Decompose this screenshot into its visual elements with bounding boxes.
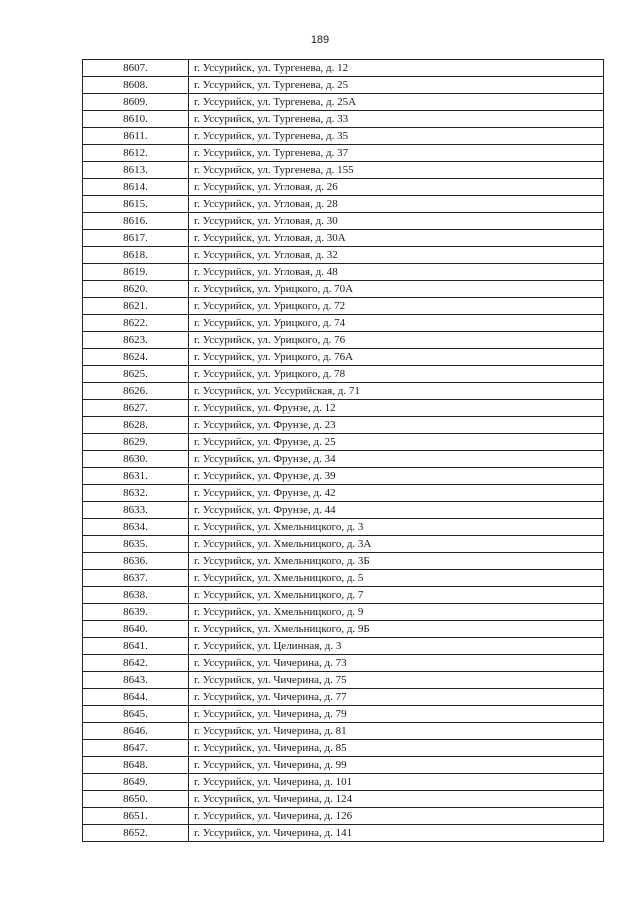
row-address: г. Уссурийск, ул. Тургенева, д. 25А bbox=[189, 94, 604, 111]
row-address: г. Уссурийск, ул. Чичерина, д. 85 bbox=[189, 740, 604, 757]
table-row bbox=[83, 281, 604, 298]
table-row bbox=[83, 179, 604, 196]
row-number: 8623. bbox=[83, 332, 189, 349]
row-number: 8614. bbox=[83, 179, 189, 196]
row-address: г. Уссурийск, ул. Чичерина, д. 126 bbox=[189, 808, 604, 825]
row-number: 8610. bbox=[83, 111, 189, 128]
table-row bbox=[83, 400, 604, 417]
table-row bbox=[83, 655, 604, 672]
row-address: г. Уссурийск, ул. Угловая, д. 48 bbox=[189, 264, 604, 281]
row-address: г. Уссурийск, ул. Фрунзе, д. 39 bbox=[189, 468, 604, 485]
table-row bbox=[83, 213, 604, 230]
row-number: 8632. bbox=[83, 485, 189, 502]
table-row bbox=[83, 825, 604, 842]
row-address: г. Уссурийск, ул. Угловая, д. 30А bbox=[189, 230, 604, 247]
table-row bbox=[83, 417, 604, 434]
table-row bbox=[83, 638, 604, 655]
table-row bbox=[83, 111, 604, 128]
table-row bbox=[83, 383, 604, 400]
table-row bbox=[83, 723, 604, 740]
row-address: г. Уссурийск, ул. Тургенева, д. 12 bbox=[189, 60, 604, 77]
row-number: 8611. bbox=[83, 128, 189, 145]
row-number: 8635. bbox=[83, 536, 189, 553]
row-address: г. Уссурийск, ул. Чичерина, д. 141 bbox=[189, 825, 604, 842]
row-address: г. Уссурийск, ул. Тургенева, д. 33 bbox=[189, 111, 604, 128]
row-address: г. Уссурийск, ул. Тургенева, д. 35 bbox=[189, 128, 604, 145]
row-number: 8642. bbox=[83, 655, 189, 672]
row-number: 8634. bbox=[83, 519, 189, 536]
row-number: 8628. bbox=[83, 417, 189, 434]
table-row bbox=[83, 264, 604, 281]
row-number: 8624. bbox=[83, 349, 189, 366]
row-number: 8644. bbox=[83, 689, 189, 706]
table-row bbox=[83, 519, 604, 536]
table-row bbox=[83, 366, 604, 383]
table-row bbox=[83, 128, 604, 145]
row-number: 8646. bbox=[83, 723, 189, 740]
row-address: г. Уссурийск, ул. Урицкого, д. 74 bbox=[189, 315, 604, 332]
row-number: 8618. bbox=[83, 247, 189, 264]
address-table bbox=[82, 59, 604, 842]
row-address: г. Уссурийск, ул. Хмельницкого, д. 3А bbox=[189, 536, 604, 553]
row-address: г. Уссурийск, ул. Хмельницкого, д. 9Б bbox=[189, 621, 604, 638]
row-address: г. Уссурийск, ул. Урицкого, д. 76 bbox=[189, 332, 604, 349]
row-number: 8651. bbox=[83, 808, 189, 825]
table-row bbox=[83, 434, 604, 451]
row-number: 8612. bbox=[83, 145, 189, 162]
row-number: 8638. bbox=[83, 587, 189, 604]
table-row bbox=[83, 60, 604, 77]
row-address: г. Уссурийск, ул. Урицкого, д. 78 bbox=[189, 366, 604, 383]
row-number: 8652. bbox=[83, 825, 189, 842]
table-row bbox=[83, 604, 604, 621]
row-address: г. Уссурийск, ул. Тургенева, д. 155 bbox=[189, 162, 604, 179]
row-number: 8620. bbox=[83, 281, 189, 298]
row-address: г. Уссурийск, ул. Чичерина, д. 101 bbox=[189, 774, 604, 791]
row-address: г. Уссурийск, ул. Фрунзе, д. 44 bbox=[189, 502, 604, 519]
row-number: 8631. bbox=[83, 468, 189, 485]
row-number: 8633. bbox=[83, 502, 189, 519]
table-row bbox=[83, 706, 604, 723]
row-address: г. Уссурийск, ул. Хмельницкого, д. 7 bbox=[189, 587, 604, 604]
row-address: г. Уссурийск, ул. Хмельницкого, д. 5 bbox=[189, 570, 604, 587]
row-number: 8641. bbox=[83, 638, 189, 655]
row-number: 8617. bbox=[83, 230, 189, 247]
table-row bbox=[83, 740, 604, 757]
table-row bbox=[83, 672, 604, 689]
row-address: г. Уссурийск, ул. Фрунзе, д. 25 bbox=[189, 434, 604, 451]
row-number: 8615. bbox=[83, 196, 189, 213]
row-address: г. Уссурийск, ул. Хмельницкого, д. 3 bbox=[189, 519, 604, 536]
row-number: 8626. bbox=[83, 383, 189, 400]
row-number: 8619. bbox=[83, 264, 189, 281]
table-row bbox=[83, 298, 604, 315]
page-number: 189 bbox=[310, 34, 330, 46]
table-row bbox=[83, 587, 604, 604]
row-address: г. Уссурийск, ул. Фрунзе, д. 34 bbox=[189, 451, 604, 468]
row-address: г. Уссурийск, ул. Чичерина, д. 99 bbox=[189, 757, 604, 774]
table-row bbox=[83, 196, 604, 213]
row-number: 8627. bbox=[83, 400, 189, 417]
table-row bbox=[83, 553, 604, 570]
row-address: г. Уссурийск, ул. Угловая, д. 32 bbox=[189, 247, 604, 264]
row-address: г. Уссурийск, ул. Чичерина, д. 124 bbox=[189, 791, 604, 808]
row-address: г. Уссурийск, ул. Хмельницкого, д. 9 bbox=[189, 604, 604, 621]
row-address: г. Уссурийск, ул. Урицкого, д. 76А bbox=[189, 349, 604, 366]
table-row bbox=[83, 332, 604, 349]
row-address: г. Уссурийск, ул. Хмельницкого, д. 3Б bbox=[189, 553, 604, 570]
row-number: 8607. bbox=[83, 60, 189, 77]
row-address: г. Уссурийск, ул. Фрунзе, д. 42 bbox=[189, 485, 604, 502]
row-number: 8608. bbox=[83, 77, 189, 94]
row-address: г. Уссурийск, ул. Тургенева, д. 25 bbox=[189, 77, 604, 94]
table-row bbox=[83, 808, 604, 825]
table-row bbox=[83, 162, 604, 179]
table-row bbox=[83, 570, 604, 587]
table-row bbox=[83, 502, 604, 519]
table-row bbox=[83, 757, 604, 774]
table-row bbox=[83, 621, 604, 638]
row-address: г. Уссурийск, ул. Фрунзе, д. 23 bbox=[189, 417, 604, 434]
row-address: г. Уссурийск, ул. Чичерина, д. 81 bbox=[189, 723, 604, 740]
table-row bbox=[83, 349, 604, 366]
row-number: 8625. bbox=[83, 366, 189, 383]
row-number: 8649. bbox=[83, 774, 189, 791]
row-address: г. Уссурийск, ул. Чичерина, д. 77 bbox=[189, 689, 604, 706]
row-address: г. Уссурийск, ул. Уссурийская, д. 71 bbox=[189, 383, 604, 400]
table-row bbox=[83, 689, 604, 706]
row-number: 8629. bbox=[83, 434, 189, 451]
row-address: г. Уссурийск, ул. Фрунзе, д. 12 bbox=[189, 400, 604, 417]
row-address: г. Уссурийск, ул. Угловая, д. 26 bbox=[189, 179, 604, 196]
row-number: 8647. bbox=[83, 740, 189, 757]
row-number: 8613. bbox=[83, 162, 189, 179]
table-row bbox=[83, 145, 604, 162]
row-number: 8648. bbox=[83, 757, 189, 774]
table-row bbox=[83, 94, 604, 111]
row-number: 8637. bbox=[83, 570, 189, 587]
row-number: 8640. bbox=[83, 621, 189, 638]
row-address: г. Уссурийск, ул. Чичерина, д. 79 bbox=[189, 706, 604, 723]
table-row bbox=[83, 485, 604, 502]
table-row bbox=[83, 774, 604, 791]
table-row bbox=[83, 247, 604, 264]
row-number: 8609. bbox=[83, 94, 189, 111]
row-number: 8645. bbox=[83, 706, 189, 723]
row-number: 8622. bbox=[83, 315, 189, 332]
row-address: г. Уссурийск, ул. Чичерина, д. 75 bbox=[189, 672, 604, 689]
row-address: г. Уссурийск, ул. Урицкого, д. 70А bbox=[189, 281, 604, 298]
row-number: 8650. bbox=[83, 791, 189, 808]
table-row bbox=[83, 451, 604, 468]
table-row bbox=[83, 791, 604, 808]
row-number: 8621. bbox=[83, 298, 189, 315]
row-number: 8630. bbox=[83, 451, 189, 468]
table-row bbox=[83, 77, 604, 94]
row-address: г. Уссурийск, ул. Целинная, д. 3 bbox=[189, 638, 604, 655]
table-row bbox=[83, 468, 604, 485]
row-address: г. Уссурийск, ул. Тургенева, д. 37 bbox=[189, 145, 604, 162]
row-number: 8643. bbox=[83, 672, 189, 689]
row-number: 8616. bbox=[83, 213, 189, 230]
table-row bbox=[83, 230, 604, 247]
row-number: 8639. bbox=[83, 604, 189, 621]
row-number: 8636. bbox=[83, 553, 189, 570]
table-row bbox=[83, 536, 604, 553]
row-address: г. Уссурийск, ул. Урицкого, д. 72 bbox=[189, 298, 604, 315]
address-table-body bbox=[83, 60, 604, 842]
table-row bbox=[83, 315, 604, 332]
row-address: г. Уссурийск, ул. Угловая, д. 28 bbox=[189, 196, 604, 213]
row-address: г. Уссурийск, ул. Чичерина, д. 73 bbox=[189, 655, 604, 672]
row-address: г. Уссурийск, ул. Угловая, д. 30 bbox=[189, 213, 604, 230]
